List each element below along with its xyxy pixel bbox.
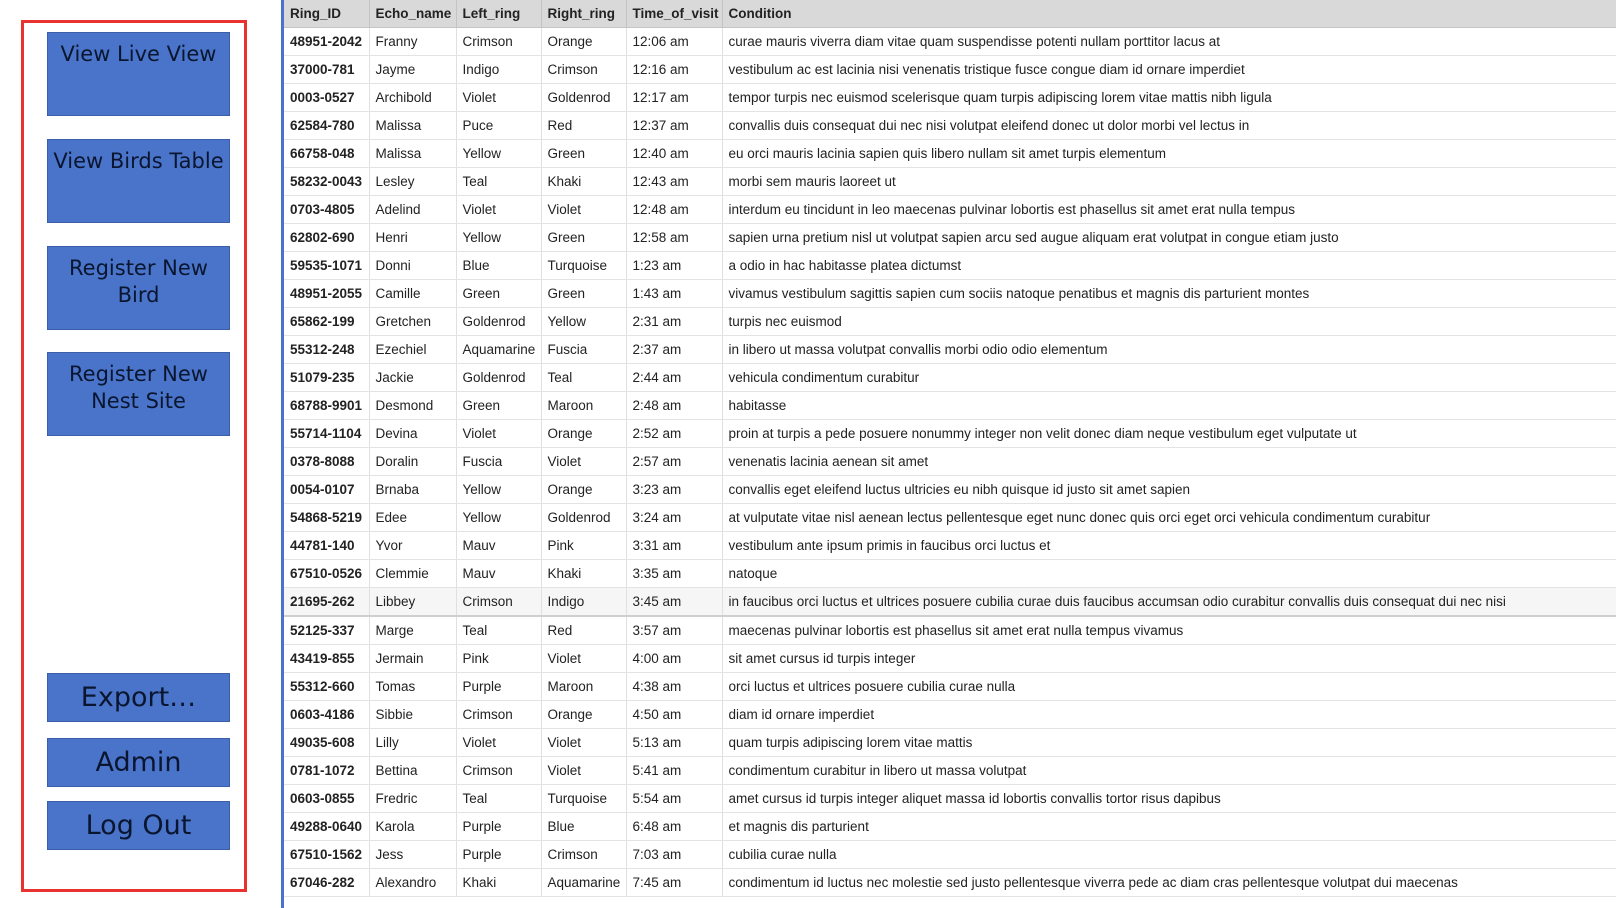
- table-cell-condition: eu orci mauris lacinia sapien quis libero nullam sit amet turpis elementum: [722, 140, 1616, 168]
- table-cell-time-of-visit: 2:44 am: [626, 364, 722, 392]
- table-cell-right-ring: Maroon: [541, 392, 626, 420]
- table-cell-left-ring: Khaki: [456, 869, 541, 897]
- table-cell-time-of-visit: 4:00 am: [626, 645, 722, 673]
- table-cell-echo-name: Jackie: [369, 364, 456, 392]
- table-cell-left-ring: Goldenrod: [456, 308, 541, 336]
- table-cell-right-ring: Goldenrod: [541, 504, 626, 532]
- table-cell-time-of-visit: 3:35 am: [626, 560, 722, 588]
- table-row[interactable]: [284, 252, 1616, 280]
- table-cell-echo-name: Donni: [369, 252, 456, 280]
- table-cell-condition: maecenas pulvinar lobortis est phasellus sit amet erat nulla tempus vivamus: [722, 616, 1616, 645]
- table-cell-right-ring: Pink: [541, 532, 626, 560]
- table-cell-echo-name: Jayme: [369, 56, 456, 84]
- table-cell-condition: natoque: [722, 560, 1616, 588]
- table-cell-condition: vestibulum ac est lacinia nisi venenatis tristique fusce congue diam id ornare imperdiet: [722, 56, 1616, 84]
- table-cell-time-of-visit: 12:06 am: [626, 28, 722, 56]
- table-cell-left-ring: Crimson: [456, 757, 541, 785]
- table-cell-time-of-visit: 6:48 am: [626, 813, 722, 841]
- table-cell-right-ring: Green: [541, 280, 626, 308]
- register-new-bird-button[interactable]: Register New Bird: [47, 246, 230, 330]
- table-cell-echo-name: Tomas: [369, 673, 456, 701]
- table-cell-echo-name: Marge: [369, 616, 456, 645]
- table-cell-left-ring: Aquamarine: [456, 336, 541, 364]
- birds-table-container[interactable]: [281, 0, 1616, 908]
- table-cell-left-ring: Violet: [456, 420, 541, 448]
- view-live-view-button[interactable]: View Live View: [47, 32, 230, 116]
- table-cell-right-ring: Khaki: [541, 560, 626, 588]
- table-cell-condition: proin at turpis a pede posuere nonummy integer non velit donec diam neque vestibulum eget vulputate ut: [722, 420, 1616, 448]
- table-cell-left-ring: Purple: [456, 841, 541, 869]
- table-cell-ring-id: 44781-140: [284, 532, 369, 560]
- table-cell-echo-name: Devina: [369, 420, 456, 448]
- table-cell-right-ring: Yellow: [541, 308, 626, 336]
- admin-button[interactable]: Admin: [47, 738, 230, 787]
- table-cell-time-of-visit: 2:31 am: [626, 308, 722, 336]
- table-cell-echo-name: Edee: [369, 504, 456, 532]
- table-cell-right-ring: Violet: [541, 757, 626, 785]
- table-row[interactable]: [284, 532, 1616, 560]
- table-cell-ring-id: 68788-9901: [284, 392, 369, 420]
- table-cell-ring-id: 0703-4805: [284, 196, 369, 224]
- table-cell-echo-name: Lilly: [369, 729, 456, 757]
- table-cell-right-ring: Violet: [541, 448, 626, 476]
- table-cell-ring-id: 0378-8088: [284, 448, 369, 476]
- table-cell-left-ring: Crimson: [456, 701, 541, 729]
- table-row[interactable]: [284, 280, 1616, 308]
- table-cell-right-ring: Aquamarine: [541, 869, 626, 897]
- table-cell-condition: curae mauris viverra diam vitae quam suspendisse potenti nullam porttitor lacus at: [722, 28, 1616, 56]
- table-cell-echo-name: Henri: [369, 224, 456, 252]
- table-cell-echo-name: Libbey: [369, 588, 456, 617]
- table-cell-time-of-visit: 12:43 am: [626, 168, 722, 196]
- table-cell-time-of-visit: 7:03 am: [626, 841, 722, 869]
- table-cell-right-ring: Turquoise: [541, 785, 626, 813]
- table-cell-ring-id: 43419-855: [284, 645, 369, 673]
- table-cell-ring-id: 66758-048: [284, 140, 369, 168]
- log-out-button[interactable]: Log Out: [47, 801, 230, 850]
- table-cell-condition: vehicula condimentum curabitur: [722, 364, 1616, 392]
- table-cell-ring-id: 37000-781: [284, 56, 369, 84]
- table-cell-right-ring: Violet: [541, 196, 626, 224]
- table-row[interactable]: [284, 364, 1616, 392]
- table-cell-echo-name: Adelind: [369, 196, 456, 224]
- table-row[interactable]: [284, 757, 1616, 785]
- table-cell-left-ring: Goldenrod: [456, 364, 541, 392]
- table-row[interactable]: [284, 588, 1616, 617]
- table-cell-left-ring: Mauv: [456, 560, 541, 588]
- table-cell-time-of-visit: 3:45 am: [626, 588, 722, 617]
- table-cell-condition: et magnis dis parturient: [722, 813, 1616, 841]
- table-cell-ring-id: 0603-4186: [284, 701, 369, 729]
- table-row[interactable]: [284, 308, 1616, 336]
- table-cell-time-of-visit: 4:50 am: [626, 701, 722, 729]
- table-cell-left-ring: Fuscia: [456, 448, 541, 476]
- table-cell-left-ring: Crimson: [456, 588, 541, 617]
- column-header-time-of-visit[interactable]: Time_of_visit: [626, 0, 722, 28]
- table-cell-echo-name: Brnaba: [369, 476, 456, 504]
- table-cell-condition: condimentum id luctus nec molestie sed justo pellentesque viverra pede ac diam cras pellentesque volutpat dui maecenas: [722, 869, 1616, 897]
- table-cell-ring-id: 54868-5219: [284, 504, 369, 532]
- table-cell-condition: a odio in hac habitasse platea dictumst: [722, 252, 1616, 280]
- table-cell-time-of-visit: 2:37 am: [626, 336, 722, 364]
- table-cell-condition: diam id ornare imperdiet: [722, 701, 1616, 729]
- table-cell-ring-id: 0003-0527: [284, 84, 369, 112]
- table-row[interactable]: [284, 560, 1616, 588]
- table-cell-ring-id: 49035-608: [284, 729, 369, 757]
- table-cell-ring-id: 55714-1104: [284, 420, 369, 448]
- table-cell-ring-id: 55312-248: [284, 336, 369, 364]
- table-cell-right-ring: Red: [541, 616, 626, 645]
- table-cell-right-ring: Orange: [541, 420, 626, 448]
- table-cell-condition: vestibulum ante ipsum primis in faucibus orci luctus et: [722, 532, 1616, 560]
- table-row[interactable]: [284, 869, 1616, 897]
- table-cell-right-ring: Crimson: [541, 56, 626, 84]
- table-cell-condition: cubilia curae nulla: [722, 841, 1616, 869]
- table-cell-right-ring: Green: [541, 140, 626, 168]
- table-cell-right-ring: Orange: [541, 476, 626, 504]
- table-cell-time-of-visit: 12:58 am: [626, 224, 722, 252]
- table-cell-condition: in libero ut massa volutpat convallis morbi odio odio elementum: [722, 336, 1616, 364]
- table-cell-right-ring: Orange: [541, 28, 626, 56]
- table-cell-ring-id: 67510-0526: [284, 560, 369, 588]
- table-cell-condition: orci luctus et ultrices posuere cubilia curae nulla: [722, 673, 1616, 701]
- column-header-right-ring[interactable]: Right_ring: [541, 0, 626, 28]
- table-cell-echo-name: Gretchen: [369, 308, 456, 336]
- table-cell-ring-id: 21695-262: [284, 588, 369, 617]
- table-row[interactable]: [284, 140, 1616, 168]
- table-cell-condition: turpis nec euismod: [722, 308, 1616, 336]
- export-button[interactable]: Export…: [47, 673, 230, 722]
- table-row[interactable]: [284, 729, 1616, 757]
- table-cell-time-of-visit: 12:16 am: [626, 56, 722, 84]
- table-cell-right-ring: Green: [541, 224, 626, 252]
- table-cell-condition: sit amet cursus id turpis integer: [722, 645, 1616, 673]
- table-header-row: [284, 0, 1616, 28]
- table-cell-time-of-visit: 12:37 am: [626, 112, 722, 140]
- table-cell-echo-name: Bettina: [369, 757, 456, 785]
- table-cell-time-of-visit: 1:43 am: [626, 280, 722, 308]
- table-cell-echo-name: Desmond: [369, 392, 456, 420]
- table-row[interactable]: [284, 813, 1616, 841]
- table-cell-left-ring: Green: [456, 392, 541, 420]
- table-row[interactable]: [284, 168, 1616, 196]
- table-row[interactable]: [284, 112, 1616, 140]
- column-header-condition[interactable]: Condition: [722, 0, 1616, 28]
- table-cell-condition: habitasse: [722, 392, 1616, 420]
- view-birds-table-button[interactable]: View Birds Table: [47, 139, 230, 223]
- table-cell-time-of-visit: 12:40 am: [626, 140, 722, 168]
- table-cell-right-ring: Maroon: [541, 673, 626, 701]
- table-row[interactable]: [284, 392, 1616, 420]
- table-cell-ring-id: 49288-0640: [284, 813, 369, 841]
- table-cell-left-ring: Teal: [456, 616, 541, 645]
- table-cell-time-of-visit: 5:13 am: [626, 729, 722, 757]
- table-cell-condition: morbi sem mauris laoreet ut: [722, 168, 1616, 196]
- table-cell-echo-name: Clemmie: [369, 560, 456, 588]
- table-cell-ring-id: 0781-1072: [284, 757, 369, 785]
- table-row[interactable]: [284, 504, 1616, 532]
- table-cell-condition: venenatis lacinia aenean sit amet: [722, 448, 1616, 476]
- table-row[interactable]: [284, 616, 1616, 645]
- table-cell-right-ring: Turquoise: [541, 252, 626, 280]
- table-cell-left-ring: Puce: [456, 112, 541, 140]
- table-cell-echo-name: Malissa: [369, 112, 456, 140]
- table-row[interactable]: [284, 645, 1616, 673]
- table-cell-condition: interdum eu tincidunt in leo maecenas pulvinar lobortis est phasellus sit amet erat nulla tempus: [722, 196, 1616, 224]
- table-row[interactable]: [284, 28, 1616, 56]
- table-cell-condition: condimentum curabitur in libero ut massa volutpat: [722, 757, 1616, 785]
- table-cell-ring-id: 65862-199: [284, 308, 369, 336]
- table-cell-ring-id: 58232-0043: [284, 168, 369, 196]
- table-cell-right-ring: Goldenrod: [541, 84, 626, 112]
- table-cell-right-ring: Indigo: [541, 588, 626, 617]
- table-cell-condition: at vulputate vitae nisl aenean lectus pellentesque eget nunc donec quis orci eget orci vehicula condimentum curabitur: [722, 504, 1616, 532]
- table-cell-left-ring: Purple: [456, 813, 541, 841]
- column-header-ring-id[interactable]: Ring_ID: [284, 0, 369, 28]
- sidebar-panel: [21, 20, 247, 892]
- table-cell-left-ring: Violet: [456, 729, 541, 757]
- table-cell-left-ring: Purple: [456, 673, 541, 701]
- table-cell-left-ring: Yellow: [456, 224, 541, 252]
- table-cell-left-ring: Mauv: [456, 532, 541, 560]
- table-row[interactable]: [284, 841, 1616, 869]
- table-cell-left-ring: Green: [456, 280, 541, 308]
- table-cell-left-ring: Pink: [456, 645, 541, 673]
- table-cell-condition: sapien urna pretium nisl ut volutpat sapien arcu sed augue aliquam erat volutpat in congue etiam justo: [722, 224, 1616, 252]
- birds-table: [284, 0, 1616, 897]
- table-cell-ring-id: 62802-690: [284, 224, 369, 252]
- table-cell-time-of-visit: 2:48 am: [626, 392, 722, 420]
- table-cell-left-ring: Yellow: [456, 504, 541, 532]
- table-cell-left-ring: Teal: [456, 168, 541, 196]
- table-cell-echo-name: Doralin: [369, 448, 456, 476]
- table-cell-left-ring: Yellow: [456, 476, 541, 504]
- table-cell-ring-id: 48951-2055: [284, 280, 369, 308]
- table-cell-left-ring: Teal: [456, 785, 541, 813]
- table-cell-time-of-visit: 7:45 am: [626, 869, 722, 897]
- table-cell-left-ring: Yellow: [456, 140, 541, 168]
- table-cell-ring-id: 55312-660: [284, 673, 369, 701]
- table-row[interactable]: [284, 196, 1616, 224]
- register-new-nest-site-button[interactable]: Register New Nest Site: [47, 352, 230, 436]
- table-cell-ring-id: 0603-0855: [284, 785, 369, 813]
- table-row[interactable]: [284, 785, 1616, 813]
- table-cell-ring-id: 52125-337: [284, 616, 369, 645]
- table-cell-echo-name: Archibold: [369, 84, 456, 112]
- table-row[interactable]: [284, 84, 1616, 112]
- table-cell-ring-id: 62584-780: [284, 112, 369, 140]
- table-cell-time-of-visit: 1:23 am: [626, 252, 722, 280]
- table-cell-time-of-visit: 2:52 am: [626, 420, 722, 448]
- table-cell-left-ring: Violet: [456, 84, 541, 112]
- table-cell-right-ring: Khaki: [541, 168, 626, 196]
- table-row[interactable]: [284, 420, 1616, 448]
- table-cell-right-ring: Violet: [541, 729, 626, 757]
- table-cell-ring-id: 0054-0107: [284, 476, 369, 504]
- table-cell-time-of-visit: 12:48 am: [626, 196, 722, 224]
- table-cell-right-ring: Teal: [541, 364, 626, 392]
- table-cell-echo-name: Alexandro: [369, 869, 456, 897]
- column-header-echo-name[interactable]: Echo_name: [369, 0, 456, 28]
- table-cell-ring-id: 59535-1071: [284, 252, 369, 280]
- table-cell-condition: amet cursus id turpis integer aliquet massa id lobortis convallis tortor risus dapibus: [722, 785, 1616, 813]
- table-cell-condition: vivamus vestibulum sagittis sapien cum sociis natoque penatibus et magnis dis parturient montes: [722, 280, 1616, 308]
- table-row[interactable]: [284, 224, 1616, 252]
- table-cell-right-ring: Red: [541, 112, 626, 140]
- table-cell-time-of-visit: 3:57 am: [626, 616, 722, 645]
- table-cell-ring-id: 67046-282: [284, 869, 369, 897]
- table-row[interactable]: [284, 673, 1616, 701]
- table-cell-right-ring: Crimson: [541, 841, 626, 869]
- table-cell-condition: convallis eget eleifend luctus ultricies eu nibh quisque id justo sit amet sapien: [722, 476, 1616, 504]
- table-cell-time-of-visit: 5:54 am: [626, 785, 722, 813]
- table-cell-echo-name: Lesley: [369, 168, 456, 196]
- table-cell-echo-name: Karola: [369, 813, 456, 841]
- table-cell-echo-name: Malissa: [369, 140, 456, 168]
- table-row[interactable]: [284, 56, 1616, 84]
- table-cell-left-ring: Indigo: [456, 56, 541, 84]
- table-cell-right-ring: Blue: [541, 813, 626, 841]
- table-cell-echo-name: Jess: [369, 841, 456, 869]
- table-cell-time-of-visit: 3:24 am: [626, 504, 722, 532]
- table-cell-time-of-visit: 2:57 am: [626, 448, 722, 476]
- table-cell-time-of-visit: 3:23 am: [626, 476, 722, 504]
- table-row[interactable]: [284, 476, 1616, 504]
- table-cell-right-ring: Violet: [541, 645, 626, 673]
- table-cell-echo-name: Jermain: [369, 645, 456, 673]
- table-cell-echo-name: Yvor: [369, 532, 456, 560]
- column-header-left-ring[interactable]: Left_ring: [456, 0, 541, 28]
- table-cell-echo-name: Sibbie: [369, 701, 456, 729]
- table-cell-condition: tempor turpis nec euismod scelerisque quam turpis adipiscing lorem vitae mattis nibh ligula: [722, 84, 1616, 112]
- table-cell-echo-name: Camille: [369, 280, 456, 308]
- table-cell-right-ring: Orange: [541, 701, 626, 729]
- table-cell-condition: in faucibus orci luctus et ultrices posuere cubilia curae duis faucibus accumsan odio curabitur convallis duis consequat dui nec nisi: [722, 588, 1616, 617]
- table-cell-right-ring: Fuscia: [541, 336, 626, 364]
- table-row[interactable]: [284, 701, 1616, 729]
- table-cell-time-of-visit: 12:17 am: [626, 84, 722, 112]
- table-row[interactable]: [284, 336, 1616, 364]
- table-cell-ring-id: 48951-2042: [284, 28, 369, 56]
- table-cell-left-ring: Violet: [456, 196, 541, 224]
- table-cell-echo-name: Ezechiel: [369, 336, 456, 364]
- table-cell-echo-name: Fredric: [369, 785, 456, 813]
- table-cell-ring-id: 67510-1562: [284, 841, 369, 869]
- table-cell-echo-name: Franny: [369, 28, 456, 56]
- table-cell-time-of-visit: 3:31 am: [626, 532, 722, 560]
- table-row[interactable]: [284, 448, 1616, 476]
- table-cell-time-of-visit: 5:41 am: [626, 757, 722, 785]
- table-cell-left-ring: Blue: [456, 252, 541, 280]
- table-cell-condition: convallis duis consequat dui nec nisi volutpat eleifend donec ut dolor morbi vel lectus in: [722, 112, 1616, 140]
- table-cell-left-ring: Crimson: [456, 28, 541, 56]
- table-cell-ring-id: 51079-235: [284, 364, 369, 392]
- table-cell-time-of-visit: 4:38 am: [626, 673, 722, 701]
- table-cell-condition: quam turpis adipiscing lorem vitae mattis: [722, 729, 1616, 757]
